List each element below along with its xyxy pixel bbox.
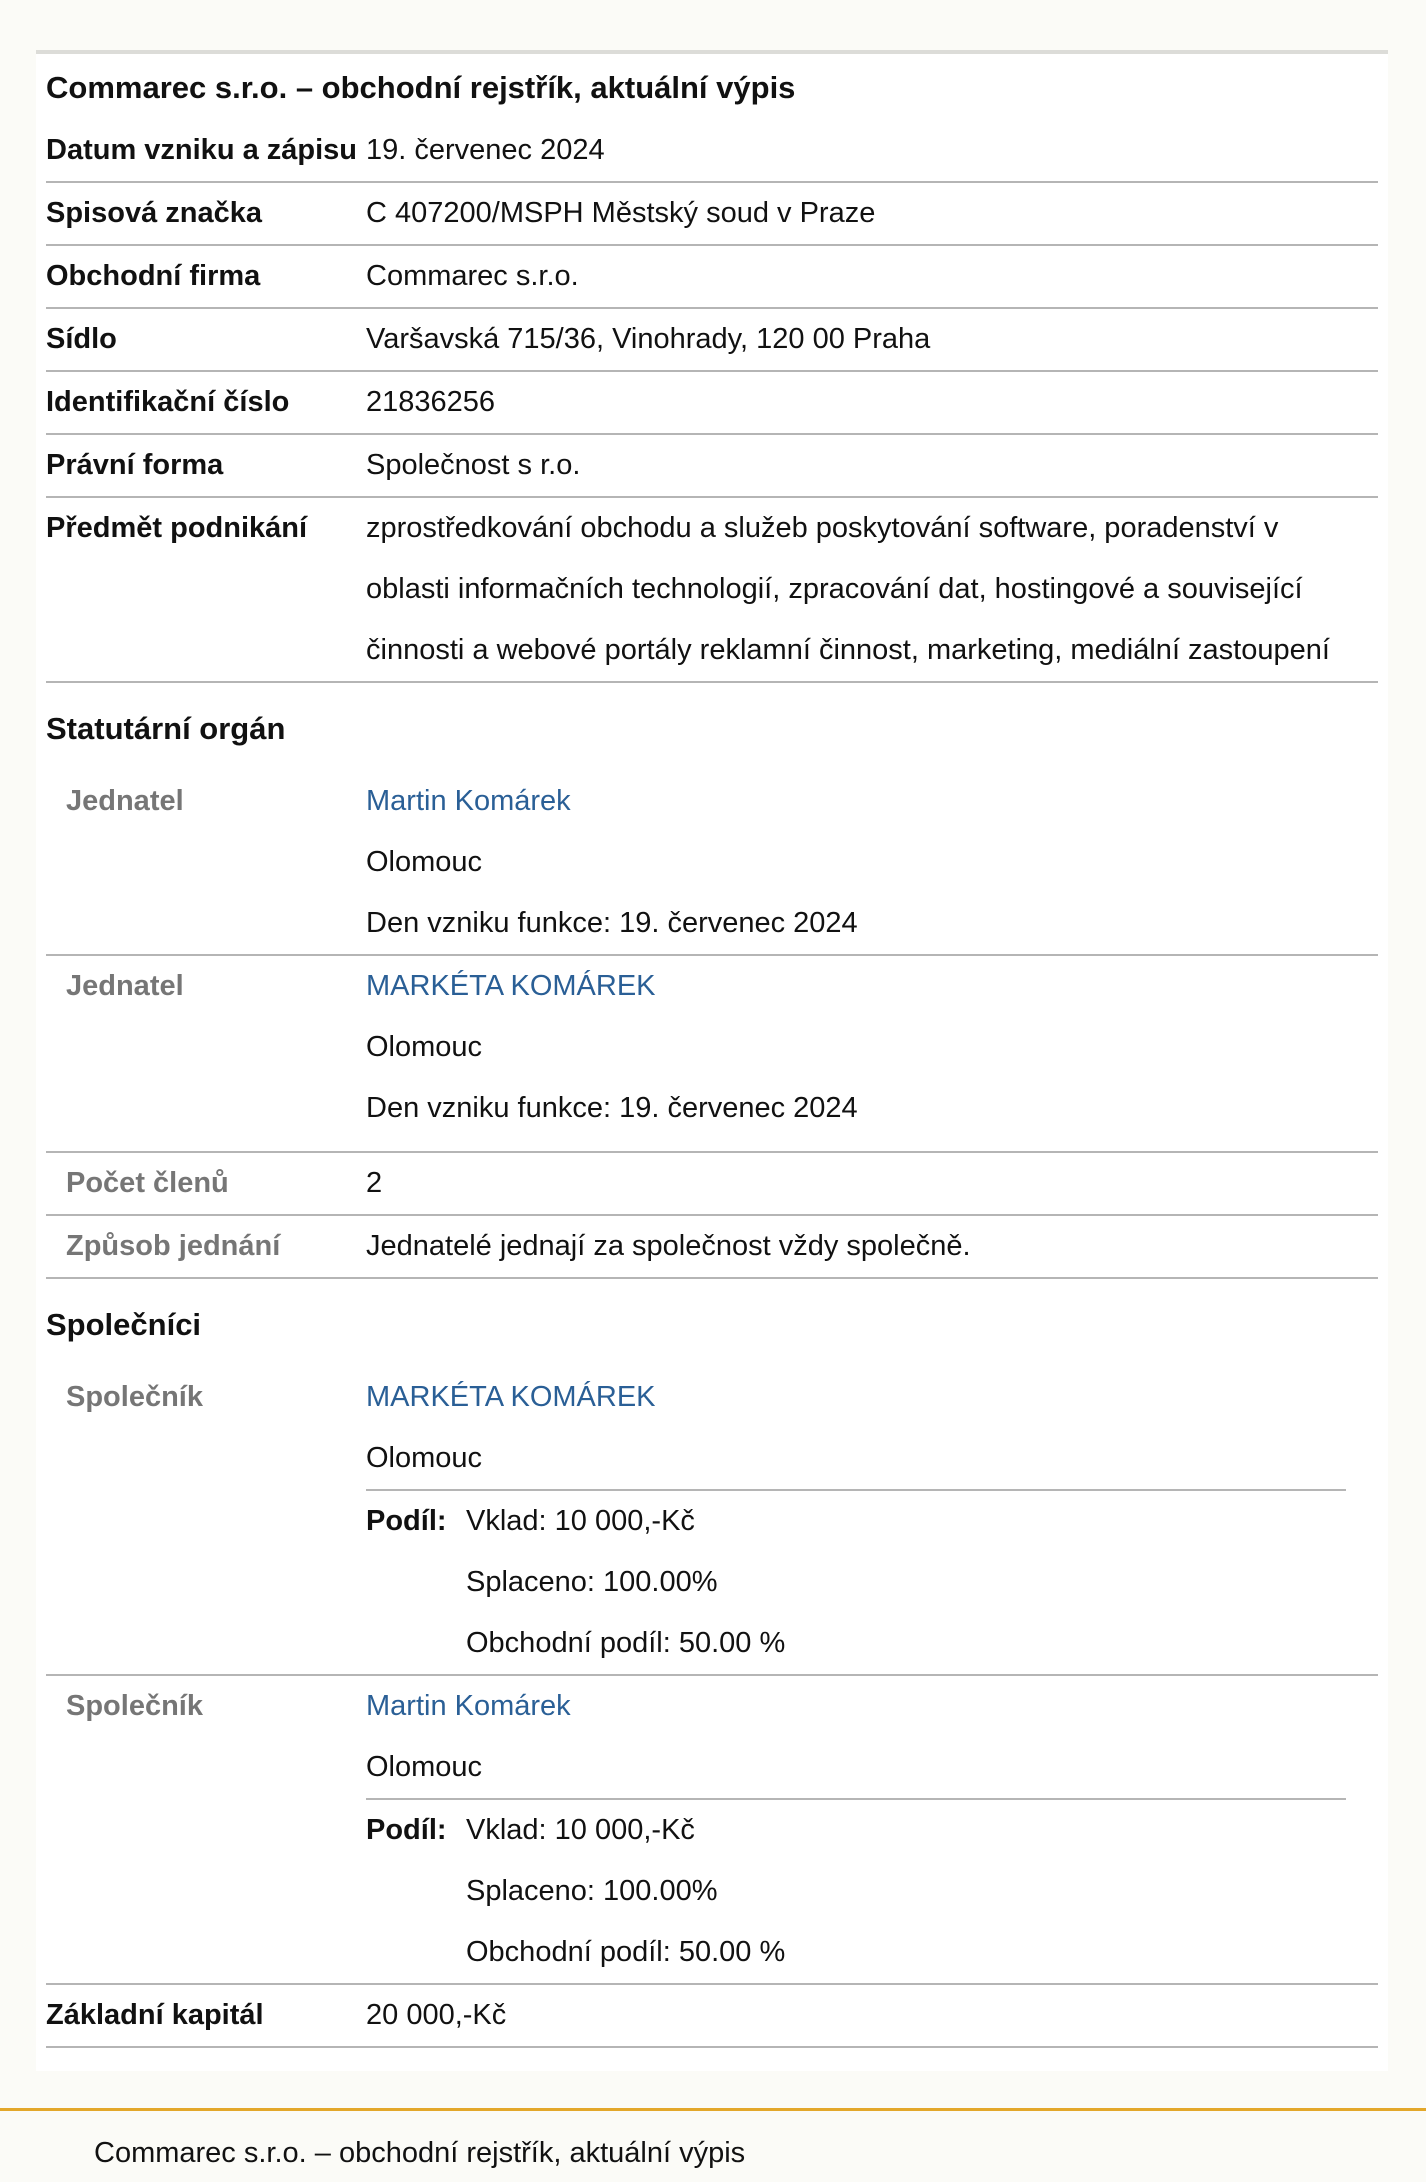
value-predmet-podnikani: [366, 498, 1378, 681]
share-splaceno: Splaceno: 100.00%: [466, 1566, 718, 1598]
value-sidlo: Varšavská 715/36, Vinohrady, 120 00 Praha: [366, 323, 931, 355]
spolecnik-entry: [46, 1676, 1378, 1985]
share-block: [366, 1798, 1346, 1983]
person-city: Olomouc: [366, 1751, 483, 1783]
person-link[interactable]: Martin Komárek: [366, 1690, 571, 1722]
footer-text: Commarec s.r.o. – obchodní rejstřík, aktuální výpis: [94, 2137, 746, 2169]
share-label: Podíl:: [366, 1505, 447, 1537]
person-city: Olomouc: [366, 1031, 483, 1063]
label-obchodni-firma: Obchodní firma: [46, 260, 261, 292]
share-vklad: Vklad: 10 000,-Kč: [466, 1814, 695, 1846]
row-spisova-znacka: [46, 183, 1378, 246]
label-datum-vzniku: Datum vzniku a zápisu: [46, 134, 358, 166]
share-label: Podíl:: [366, 1814, 447, 1846]
spolecnik-role: Společník: [66, 1381, 203, 1413]
row-datum-vzniku: [46, 120, 1378, 183]
document-title: Commarec s.r.o. – obchodní rejstřík, aktuální výpis: [46, 70, 796, 105]
row-pocet-clenu: [46, 1153, 1378, 1216]
row-obchodni-firma: [46, 246, 1378, 309]
label-sidlo: Sídlo: [46, 323, 117, 355]
label-ico: Identifikační číslo: [46, 386, 290, 418]
label-pocet-clenu: Počet členů: [66, 1167, 229, 1199]
share-podil: Obchodní podíl: 50.00 %: [466, 1936, 786, 1968]
value-obchodni-firma: Commarec s.r.o.: [366, 260, 579, 292]
predmet-line: oblasti informačních technologií, zpracování dat, hostingové a související: [366, 573, 1303, 605]
spolecnik-details: [366, 1367, 1378, 1674]
jednatel-details: [366, 956, 1378, 1139]
predmet-line: zprostředkování obchodu a služeb poskytování software, poradenství v: [366, 512, 1279, 544]
share-podil: Obchodní podíl: 50.00 %: [466, 1627, 786, 1659]
value-pocet-clenu: 2: [366, 1167, 383, 1199]
value-datum-vzniku: 19. červenec 2024: [366, 134, 605, 166]
label-spisova-znacka: Spisová značka: [46, 197, 262, 229]
value-zpusob-jednani: Jednatelé jednají za společnost vždy společně.: [366, 1230, 971, 1262]
row-sidlo: [46, 309, 1378, 372]
registry-extract: [36, 50, 1388, 2071]
person-city: Olomouc: [366, 1442, 483, 1474]
person-link[interactable]: MARKÉTA KOMÁREK: [366, 1381, 656, 1413]
label-pravni-forma: Právní forma: [46, 449, 224, 481]
person-link[interactable]: MARKÉTA KOMÁREK: [366, 970, 656, 1002]
share-vklad: Vklad: 10 000,-Kč: [466, 1505, 695, 1537]
value-ico: 21836256: [366, 386, 496, 418]
label-zpusob-jednani: Způsob jednání: [66, 1230, 281, 1262]
jednatel-details: [366, 771, 1378, 954]
row-ico: [46, 372, 1378, 435]
value-pravni-forma: Společnost s r.o.: [366, 449, 581, 481]
row-pravni-forma: [46, 435, 1378, 498]
function-start: Den vzniku funkce: 19. červenec 2024: [366, 1092, 858, 1124]
person-link[interactable]: Martin Komárek: [366, 785, 571, 817]
spolecnik-entry: [46, 1367, 1378, 1676]
jednatel-entry: [46, 956, 1378, 1153]
jednatel-role: Jednatel: [66, 970, 184, 1002]
jednatel-role: Jednatel: [66, 785, 184, 817]
jednatel-entry: [46, 771, 1378, 956]
row-predmet-podnikani: [46, 498, 1378, 683]
spolecnik-details: [366, 1676, 1378, 1983]
person-city: Olomouc: [366, 846, 483, 878]
section-heading-spolecnici: Společníci: [46, 1307, 202, 1342]
label-predmet-podnikani: Předmět podnikání: [46, 512, 308, 544]
section-heading-statutarni: Statutární orgán: [46, 711, 286, 746]
spolecnik-role: Společník: [66, 1690, 203, 1722]
share-splaceno: Splaceno: 100.00%: [466, 1875, 718, 1907]
value-spisova-znacka: C 407200/MSPH Městský soud v Praze: [366, 197, 876, 229]
predmet-line: činnosti a webové portály reklamní činnost, marketing, mediální zastoupení: [366, 634, 1330, 666]
function-start: Den vzniku funkce: 19. červenec 2024: [366, 907, 858, 939]
share-block: [366, 1489, 1346, 1674]
label-zakladni-kapital: Základní kapitál: [46, 1999, 264, 2031]
row-zakladni-kapital: [46, 1985, 1378, 2048]
share-values: [466, 1800, 785, 1983]
page-footer: [0, 2108, 1426, 2182]
value-zakladni-kapital: 20 000,-Kč: [366, 1999, 507, 2031]
row-zpusob-jednani: [46, 1216, 1378, 1279]
share-values: [466, 1491, 785, 1674]
